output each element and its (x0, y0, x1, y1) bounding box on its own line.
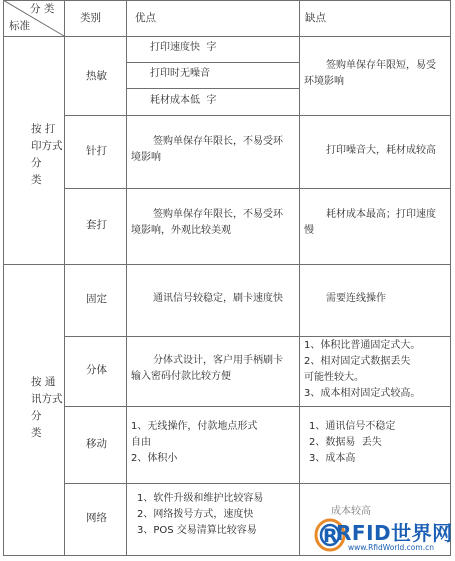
row-name-mobile: 移动 (86, 438, 107, 450)
col-divider-1 (64, 0, 65, 556)
row-divider-impact (64, 188, 451, 189)
mobile-pros: 1、无线操作，付款地点形式 自由 2、体积小 (131, 421, 258, 464)
watermark-url: www.RfidWorld.com.cn (348, 543, 434, 552)
row-name-overlay: 套打 (86, 219, 107, 231)
header-cons: 缺点 (305, 12, 326, 24)
row-divider-group (3, 264, 451, 265)
row-divider-fixed (64, 336, 451, 337)
col-divider-2 (126, 0, 127, 556)
table-border-left (3, 0, 4, 556)
impact-pros: 签购单保存年限长，不易受环 境影响 (131, 136, 283, 163)
thermal-pro-3: 耗材成本低 字 (150, 95, 217, 106)
col-divider-3 (299, 0, 300, 556)
split-cons: 1、体积比普通固定式大。 2、相对固定式数据丢失 可能性较大。 3、成本相对固定式较高。 (304, 340, 421, 399)
fixed-cons: 需要连线操作 (326, 293, 386, 304)
thermal-pro-1: 打印速度快 字 (150, 42, 217, 53)
table-border-bottom (3, 555, 451, 556)
row-divider-mobile (64, 483, 451, 484)
thermal-subdivider-1 (126, 62, 299, 63)
header-corner-top: 分 类 (30, 3, 55, 15)
overlay-pros: 签购单保存年限长，不易受环 境影响，外观比较美观 (131, 209, 283, 236)
row-name-impact: 针打 (86, 145, 107, 157)
fixed-pros: 通讯信号较稳定，刷卡速度快 (153, 293, 283, 304)
header-category: 类别 (80, 12, 101, 24)
mobile-cons: 1、通讯信号不稳定 2、数据易 丢失 3、成本高 (309, 421, 396, 464)
watermark-brand: RFID世界网 (336, 521, 453, 545)
network-pros: 1、软件升级和维护比较容易 2、网络拨号方式，速度快 3、POS 交易清算比较容易 (137, 493, 264, 536)
comparison-table (3, 0, 451, 556)
thermal-cons: 签购单保存年限短，易受 环境影响 (304, 60, 436, 87)
table-border-right (450, 0, 451, 556)
row-divider-thermal (64, 115, 451, 116)
svg-text:R: R (323, 525, 338, 547)
split-pros: 分体式设计，客户用手柄刷卡 输入密码付款比较方便 (131, 355, 283, 382)
thermal-subdivider-2 (126, 88, 299, 89)
row-divider-split (64, 406, 451, 407)
group-label-comm: 按 通 讯方式分 类 (31, 376, 63, 439)
header-corner-bottom: 标准 (9, 20, 30, 32)
table-border-top (3, 0, 451, 1)
header-pros: 优点 (135, 12, 156, 24)
rfid-world-watermark (312, 513, 452, 555)
row-name-network: 网络 (86, 512, 107, 524)
group-label-print: 按 打 印方式分 类 (31, 123, 63, 186)
overlay-cons: 耗材成本最高；打印速度 慢 (304, 209, 436, 236)
impact-cons: 打印噪音大，耗材成较高 (326, 145, 436, 156)
thermal-pro-2: 打印时无噪音 (150, 68, 210, 79)
row-name-thermal: 热敏 (86, 70, 107, 82)
row-name-fixed: 固定 (86, 293, 107, 305)
row-divider-header (3, 36, 451, 37)
row-name-split: 分体 (86, 364, 107, 376)
network-cons: 成本较高 (331, 506, 371, 517)
